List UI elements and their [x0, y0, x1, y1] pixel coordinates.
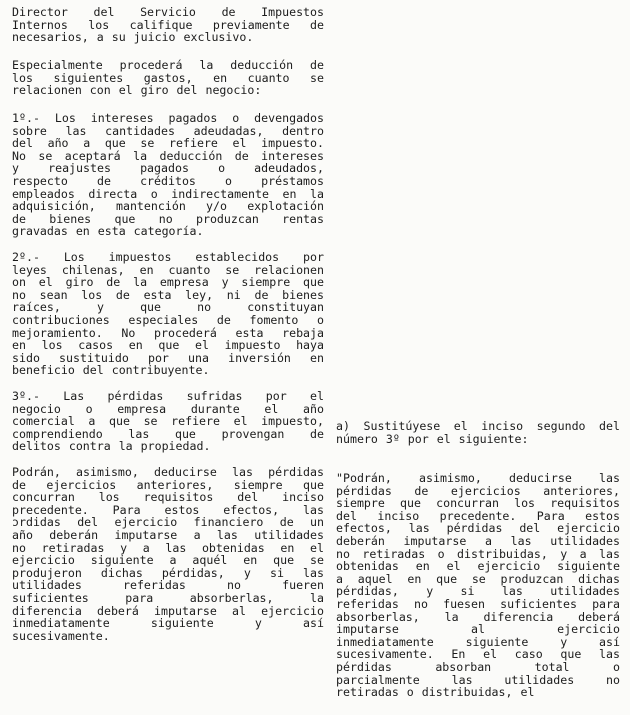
text-line: Director del Servicio de Impuestos — [12, 5, 324, 19]
text-line: a) Sustitúyese el inciso segundo del — [336, 419, 620, 433]
text-line: negocio o empresa durante el año — [12, 401, 324, 416]
text-line: beneficio del contribuyente. — [12, 363, 210, 378]
text-line: inmediatamente siguiente y así — [12, 616, 324, 631]
text-line: 2º.- Los impuestos establecidos por — [12, 250, 324, 264]
text-line: de bienes que no produzcan rentas — [12, 211, 324, 226]
text-line: leyes chilenas, en cuanto se relacionen — [12, 262, 324, 277]
text-line: delitos contra la propiedad. — [12, 439, 211, 454]
text-line: 1º.- Los intereses pagados o devengados — [12, 111, 324, 125]
left-paragraph-impuestos — [12, 251, 324, 377]
text-line: empleados directa o indirectamente en la — [12, 186, 324, 201]
text-line: los siguientes gastos, en cuanto se — [12, 70, 324, 85]
text-line: diferencia deberá imputarse al ejercicio — [12, 603, 324, 618]
text-line: produjeron dichas pérdidas, y si las — [12, 565, 324, 580]
text-line: comprendiendo las que provengan de — [12, 426, 324, 441]
text-line: pérdidas, y si las utilidades — [336, 584, 620, 599]
text-line: utilidades referidas no fueren — [12, 578, 324, 593]
text-line: sido sustituido por una inversión en — [12, 350, 324, 365]
text-line: on el giro de la empresa y siempre que — [12, 275, 324, 290]
text-line: Podrán, asimismo, deducirse las pérdidas — [12, 465, 324, 479]
text-line: absorberlas, la diferencia deberá — [336, 609, 620, 624]
text-line: relacionen con el giro del negocio: — [12, 83, 262, 98]
text-line: sucesivamente. En el caso que las — [336, 647, 620, 662]
text-line: gravadas en esta categoría. — [12, 224, 204, 239]
text-line: no retiradas y a las obtenidas en el — [12, 540, 324, 555]
text-line: efectos, las pérdidas del ejercicio — [336, 521, 620, 536]
text-line: siempre que concurran los requisitos — [336, 496, 620, 511]
text-line: No se aceptará la deducción de intereses — [12, 148, 324, 163]
text-line: adquisición, mantención y/o explotación — [12, 199, 324, 214]
text-line: deberán imputarse a las utilidades — [336, 533, 620, 548]
left-paragraph-intro — [12, 6, 324, 44]
text-line: sucesivamente. — [12, 628, 110, 643]
right-paragraph-sustituyese — [336, 420, 620, 445]
text-line: concurran los requisitos del inciso — [12, 490, 324, 505]
text-line: 3º.- Las pérdidas sufridas por el — [12, 389, 324, 403]
text-line: de ejercicios anteriores, siempre que — [12, 477, 324, 492]
left-paragraph-ejercicios-anteriores — [12, 466, 324, 642]
text-line: sobre las cantidades adeudadas, dentro — [12, 123, 324, 138]
text-line: "Podrán, asimismo, deducirse las — [336, 471, 620, 485]
text-line: y reajustes pagados o adeudados, — [12, 161, 324, 176]
text-line: en los casos en que el impuesto haya — [12, 338, 324, 353]
text-line: no sean los de esta ley, ni de bienes — [12, 287, 324, 302]
text-line: a aquel en que se produzcan dichas — [336, 571, 620, 586]
text-line: obtenidas en el ejercicio siguiente — [336, 559, 620, 574]
text-line: precedente. Para estos efectos, las — [12, 502, 324, 517]
text-line: año deberán imputarse a las utilidades — [12, 527, 324, 542]
left-paragraph-intereses — [12, 112, 324, 238]
text-line: no retiradas o distribuidas, y a las — [336, 546, 620, 561]
text-line: Especialmente procederá la deducción de — [12, 58, 324, 72]
text-line: respecto de créditos o préstamos — [12, 173, 324, 188]
text-line: suficientes para absorberlas, la — [12, 590, 324, 605]
left-paragraph-gastos — [12, 59, 324, 97]
text-line: inmediatamente siguiente y así — [336, 634, 620, 649]
text-line: pérdidas de ejercicios anteriores, — [336, 483, 620, 498]
text-line: número 3º por el siguiente: — [336, 431, 529, 446]
text-line: pérdidas absorban total o — [336, 659, 620, 674]
text-line: contribuciones especiales de fomento o — [12, 312, 324, 327]
text-line: necesarios, a su juicio exclusivo. — [12, 30, 254, 45]
text-line: imputarse al ejercicio — [336, 622, 620, 637]
right-paragraph-podran — [336, 472, 620, 699]
text-line: parcialmente las utilidades no — [336, 672, 620, 687]
text-line: retiradas o distribuidas, el — [336, 685, 535, 700]
text-line: referidas no fuesen suficientes para — [336, 596, 620, 611]
text-line: del inciso precedente. Para estos — [336, 508, 620, 523]
text-line: Internos los califique previamente de — [12, 17, 324, 32]
text-line: comercial a que se refiere el impuesto, — [12, 414, 324, 429]
text-line: ɔrdidas del ejercicio financiero de un — [12, 515, 324, 530]
text-line: raíces, y que no constituyan — [12, 300, 324, 315]
text-line: mejoramiento. No procederá esta rebaja — [12, 325, 324, 340]
text-line: del año a que se refiere el impuesto. — [12, 136, 324, 151]
left-paragraph-perdidas — [12, 390, 324, 453]
text-line: ejercicio siguiente a aquél en que se — [12, 553, 324, 568]
